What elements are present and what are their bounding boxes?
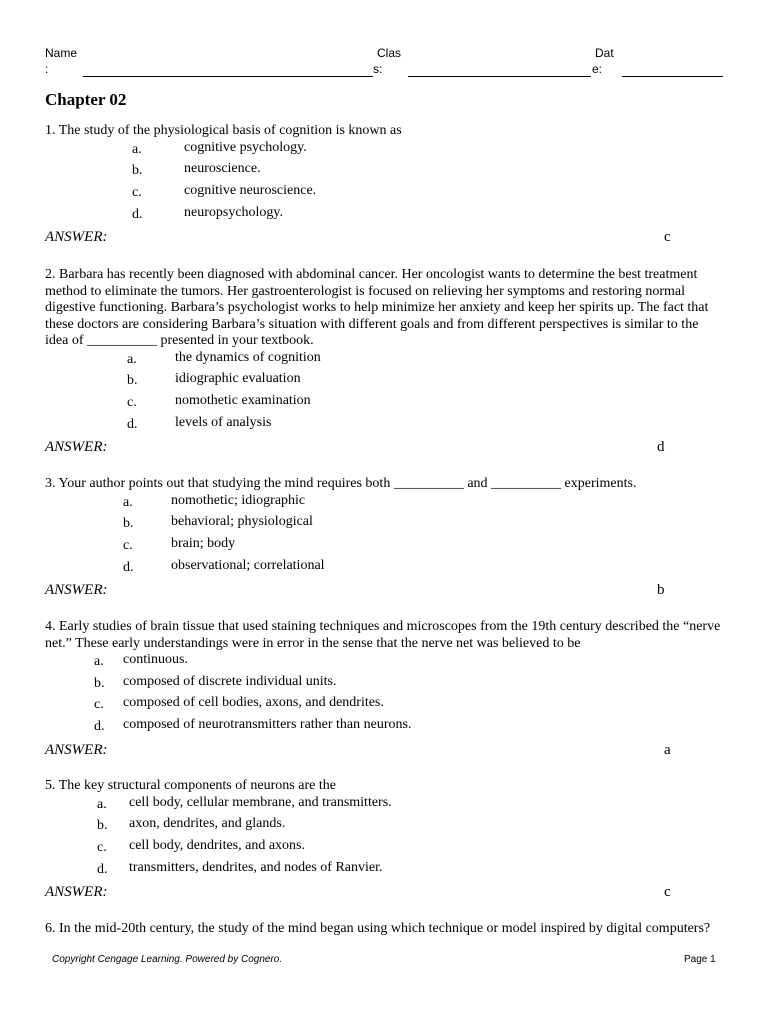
option-letter: b. bbox=[94, 675, 105, 691]
date-label: Dat bbox=[595, 46, 614, 60]
option-letter: c. bbox=[97, 839, 107, 855]
option-letter: a. bbox=[94, 654, 104, 669]
option-text: behavioral; physiological bbox=[171, 514, 313, 530]
option-text: neuroscience. bbox=[184, 161, 261, 177]
question-2 bbox=[45, 267, 725, 456]
option-text: continuous. bbox=[123, 652, 188, 667]
option-text: cognitive psychology. bbox=[184, 139, 307, 155]
option-d bbox=[45, 717, 725, 739]
option-text: neuropsychology. bbox=[184, 204, 284, 220]
option-letter: b. bbox=[97, 818, 108, 834]
option-letter: c. bbox=[132, 184, 142, 200]
date-colon: e: bbox=[592, 62, 603, 76]
option-a bbox=[45, 493, 725, 515]
question-stem: 1. The study of the physiological basis of cognition is known as bbox=[45, 123, 402, 138]
answer-value: c bbox=[664, 229, 671, 246]
option-letter: d. bbox=[127, 416, 138, 432]
option-c bbox=[45, 838, 725, 860]
answer-row bbox=[45, 579, 725, 599]
option-letter: c. bbox=[127, 394, 137, 410]
footer-copyright: Copyright Cengage Learning. Powered by Cognero. bbox=[52, 954, 283, 965]
option-d bbox=[45, 860, 725, 882]
question-6 bbox=[45, 921, 725, 938]
answer-label: ANSWER: bbox=[45, 884, 108, 901]
option-b bbox=[45, 161, 725, 183]
footer-page-number: Page 1 bbox=[684, 954, 716, 965]
option-text: cognitive neuroscience. bbox=[184, 182, 317, 198]
option-text: composed of cell bodies, axons, and dendrites. bbox=[123, 695, 384, 711]
answer-row bbox=[45, 881, 725, 901]
option-text: axon, dendrites, and glands. bbox=[129, 816, 286, 832]
question-5 bbox=[45, 778, 725, 901]
name-label: Name bbox=[45, 46, 78, 60]
answer-label: ANSWER: bbox=[45, 439, 108, 456]
option-c bbox=[45, 536, 725, 558]
question-1 bbox=[45, 123, 725, 246]
question-stem: 5. The key structural components of neurons are the bbox=[45, 778, 336, 793]
name-field[interactable] bbox=[83, 76, 373, 77]
answer-value: d bbox=[657, 439, 665, 456]
option-a bbox=[45, 652, 725, 674]
option-letter: d. bbox=[94, 719, 105, 735]
option-a bbox=[45, 140, 725, 162]
option-letter: b. bbox=[132, 163, 143, 179]
option-d bbox=[45, 558, 725, 580]
option-text: idiographic evaluation bbox=[175, 371, 301, 387]
answer-row bbox=[45, 739, 725, 759]
option-text: nomothetic examination bbox=[175, 392, 311, 408]
answer-value: c bbox=[664, 884, 671, 901]
option-letter: c. bbox=[94, 697, 104, 713]
option-letter: a. bbox=[123, 494, 133, 510]
option-text: the dynamics of cognition bbox=[175, 349, 321, 365]
option-c bbox=[45, 393, 725, 415]
class-label: Clas bbox=[377, 46, 402, 60]
option-a bbox=[45, 350, 725, 372]
question-stem: 4. Early studies of brain tissue that used staining techniques and microscopes from the 19th century described the “nerve net.” These early understandings were in error in the sense that the nerve net was believed to be bbox=[45, 619, 721, 651]
option-letter: a. bbox=[127, 351, 137, 367]
option-text: transmitters, dendrites, and nodes of Ranvier. bbox=[129, 859, 383, 875]
option-a bbox=[45, 795, 725, 817]
answer-value: a bbox=[664, 741, 671, 758]
option-c bbox=[45, 183, 725, 205]
question-3 bbox=[45, 476, 725, 599]
date-field[interactable] bbox=[622, 76, 723, 77]
option-text: nomothetic; idiographic bbox=[171, 492, 306, 508]
option-text: composed of neurotransmitters rather than neurons. bbox=[123, 717, 412, 733]
question-stem: 2. Barbara has recently been diagnosed with abdominal cancer. Her oncologist wants to determine the best treatment method to eliminate the tumors. Her gastroenterologist is focused on relieving her symptoms and restoring normal digestive functioning. Barbara’s psychologist works to help minimize her anxiety and keep her spirits up. The fact that these doctors are considering Barbara’s situation with different goals and from different perspectives is similar to the idea of __________ presented in your textbook. bbox=[45, 267, 709, 348]
answer-row bbox=[45, 226, 725, 246]
chapter-title: Chapter 02 bbox=[45, 90, 127, 109]
option-d bbox=[45, 415, 725, 437]
option-d bbox=[45, 205, 725, 227]
class-field[interactable] bbox=[408, 76, 591, 77]
option-letter: a. bbox=[132, 141, 142, 157]
answer-label: ANSWER: bbox=[45, 582, 108, 599]
answer-value: b bbox=[657, 582, 665, 599]
option-letter: d. bbox=[132, 206, 143, 222]
option-b bbox=[45, 816, 725, 838]
option-text: observational; correlational bbox=[171, 557, 325, 573]
answer-label: ANSWER: bbox=[45, 229, 108, 246]
question-4 bbox=[45, 619, 725, 759]
class-colon: s: bbox=[373, 62, 383, 76]
question-stem: 3. Your author points out that studying the mind requires both __________ and __________ experiments. bbox=[45, 476, 637, 491]
option-letter: b. bbox=[123, 516, 134, 532]
option-text: composed of discrete individual units. bbox=[123, 673, 337, 689]
option-letter: c. bbox=[123, 537, 133, 553]
option-text: cell body, dendrites, and axons. bbox=[129, 837, 305, 853]
option-text: cell body, cellular membrane, and transmitters. bbox=[129, 794, 392, 810]
option-c bbox=[45, 695, 725, 717]
option-b bbox=[45, 674, 725, 696]
option-b bbox=[45, 514, 725, 536]
answer-row bbox=[45, 436, 725, 456]
question-stem: 6. In the mid-20th century, the study of the mind began using which technique or model inspired by digital computers? bbox=[45, 921, 711, 936]
option-letter: d. bbox=[97, 861, 108, 877]
option-letter: a. bbox=[97, 796, 107, 812]
answer-label: ANSWER: bbox=[45, 741, 108, 758]
option-text: brain; body bbox=[171, 535, 236, 551]
option-letter: d. bbox=[123, 559, 134, 575]
option-text: levels of analysis bbox=[175, 414, 272, 430]
name-colon: : bbox=[45, 62, 49, 76]
option-letter: b. bbox=[127, 373, 138, 389]
option-b bbox=[45, 371, 725, 393]
